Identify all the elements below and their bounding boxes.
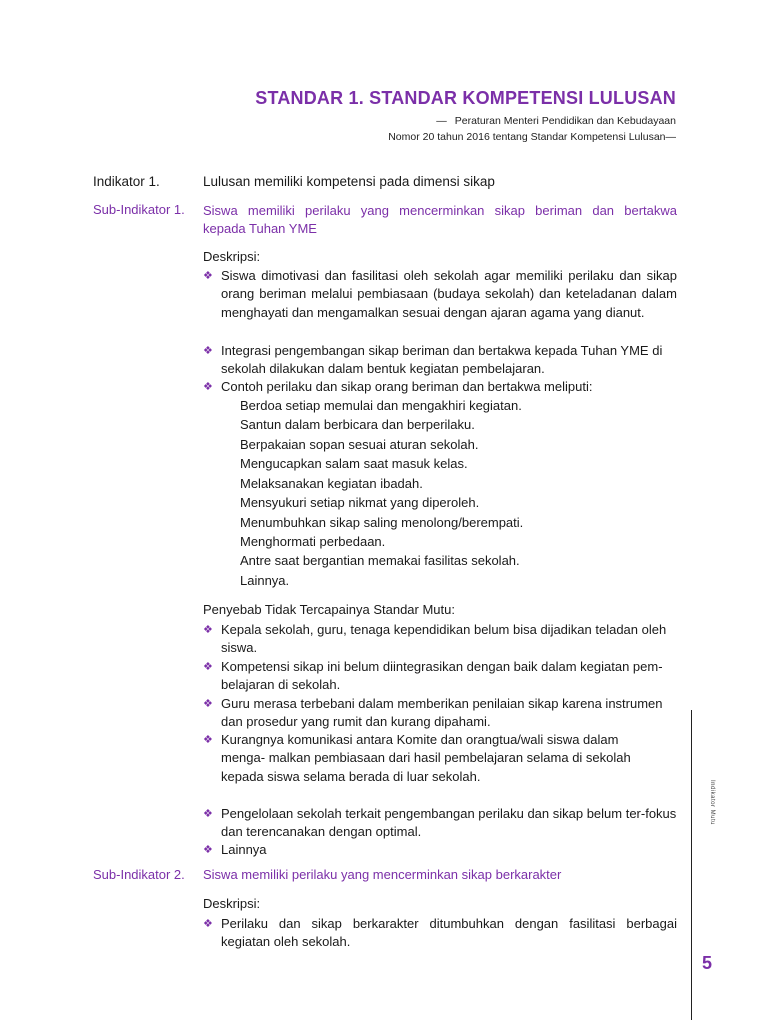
diamond-bullet-icon: ❖ [203, 381, 213, 393]
example-item: Menumbuhkan sikap saling menolong/berempati. [240, 515, 524, 530]
example-item: Lainnya. [240, 573, 290, 588]
bullet-text: Siswa dimotivasi dan fasilitasi oleh sekolah agar memiliki perilaku dan sikap orang beriman melalui pembiasaan (budaya sekolah) dan keteladanan dalam menghayati dan mengamalkan sesuai dengan ajaran agama yang dianut. [221, 268, 677, 320]
penyebab-bullet [203, 805, 677, 842]
diamond-bullet-icon: ❖ [203, 661, 213, 673]
deskripsi-bullet [203, 342, 677, 379]
example-item: Santun dalam berbicara dan berperilaku. [240, 417, 475, 432]
deskripsi-label: Deskripsi: [203, 249, 261, 264]
sub-indikator-1-label: Sub-Indikator 1. [93, 202, 185, 217]
indikator-text: Lulusan memiliki kompetensi pada dimensi sikap [203, 174, 495, 189]
sub-indikator-1-text-line-1: Siswa memiliki perilaku yang mencerminkan sikap beriman dan bertakwa [203, 203, 677, 218]
example-item: Menghormati perbedaan. [240, 534, 386, 549]
subtitle-dash: — [436, 115, 447, 127]
sub-indikator-1-text-line-2: kepada Tuhan YME [203, 221, 317, 236]
penyebab-bullet [203, 695, 677, 732]
page-title: STANDAR 1. STANDAR KOMPETENSI LULUSAN [255, 88, 676, 108]
penyebab-bullet [203, 658, 677, 695]
diamond-bullet-icon: ❖ [203, 698, 213, 710]
subtitle-line-1-text: Peraturan Menteri Pendidikan dan Kebudayaan [454, 115, 676, 127]
diamond-bullet-icon: ❖ [203, 844, 213, 856]
penyebab-bullet [203, 731, 648, 786]
diamond-bullet-icon: ❖ [203, 808, 213, 820]
example-item: Berdoa setiap memulai dan mengakhiri kegiatan. [240, 398, 522, 413]
bullet-text: Kepala sekolah, guru, tenaga kependidikan belum bisa dijadikan teladan oleh siswa. [221, 622, 667, 656]
bullet-text: Perilaku dan sikap berkarakter ditumbuhkan dengan fasilitasi berbagai kegiatan oleh sekolah. [221, 916, 677, 950]
sub-indikator-2-label: Sub-Indikator 2. [93, 867, 185, 882]
penyebab-bullet [203, 841, 677, 859]
bullet-text: Integrasi pengembangan sikap beriman dan bertakwa kepada Tuhan YME di sekolah dilakukan dalam bentuk kegiatan pembelajaran. [221, 343, 663, 377]
diamond-bullet-icon: ❖ [203, 918, 213, 930]
sidebar-divider [691, 710, 692, 1020]
bullet-text: Guru merasa terbebani dalam memberikan penilaian sikap karena instrumen dan prosedur yang rumit dan kurang dipahami. [221, 696, 663, 730]
diamond-bullet-icon: ❖ [203, 734, 213, 746]
example-item: Antre saat bergantian memakai fasilitas sekolah. [240, 553, 520, 568]
indikator-label: Indikator 1. [93, 174, 160, 189]
regulation-line-2: Nomor 20 tahun 2016 tentang Standar Kompetensi Lulusan— [388, 131, 676, 143]
sidebar-section-label: Indikator Mutu [709, 780, 715, 826]
example-item: Mensyukuri setiap nikmat yang diperoleh. [240, 495, 480, 510]
sub-indikator-2-text: Siswa memiliki perilaku yang mencerminkan sikap berkarakter [203, 867, 562, 882]
diamond-bullet-icon: ❖ [203, 270, 213, 282]
example-item: Berpakaian sopan sesuai aturan sekolah. [240, 437, 479, 452]
deskripsi-bullet [203, 915, 677, 952]
penyebab-bullet [203, 621, 677, 658]
bullet-text: Contoh perilaku dan sikap orang beriman dan bertakwa meliputi: [221, 379, 593, 394]
example-item: Mengucapkan salam saat masuk kelas. [240, 456, 468, 471]
penyebab-label: Penyebab Tidak Tercapainya Standar Mutu: [203, 602, 455, 617]
deskripsi-bullet [203, 378, 677, 396]
diamond-bullet-icon: ❖ [203, 345, 213, 357]
bullet-text: Lainnya [221, 842, 267, 857]
bullet-text: Kurangnya komunikasi antara Komite dan orangtua/wali siswa dalam menga- malkan pembiasaan dari hasil pembelajaran selama di sekolah kepada siswa selama berada di luar sekolah. [221, 732, 631, 784]
deskripsi-label-2: Deskripsi: [203, 896, 261, 911]
example-item: Melaksanakan kegiatan ibadah. [240, 476, 423, 491]
page-number: 5 [702, 953, 713, 973]
bullet-text: Kompetensi sikap ini belum diintegrasikan dengan baik dalam kegiatan pem-belajaran di sekolah. [221, 659, 663, 693]
deskripsi-bullet [203, 267, 677, 322]
bullet-text: Pengelolaan sekolah terkait pengembangan perilaku dan sikap belum ter-fokus dan terencanakan dengan optimal. [221, 806, 677, 840]
diamond-bullet-icon: ❖ [203, 624, 213, 636]
regulation-line-1 [436, 115, 676, 127]
